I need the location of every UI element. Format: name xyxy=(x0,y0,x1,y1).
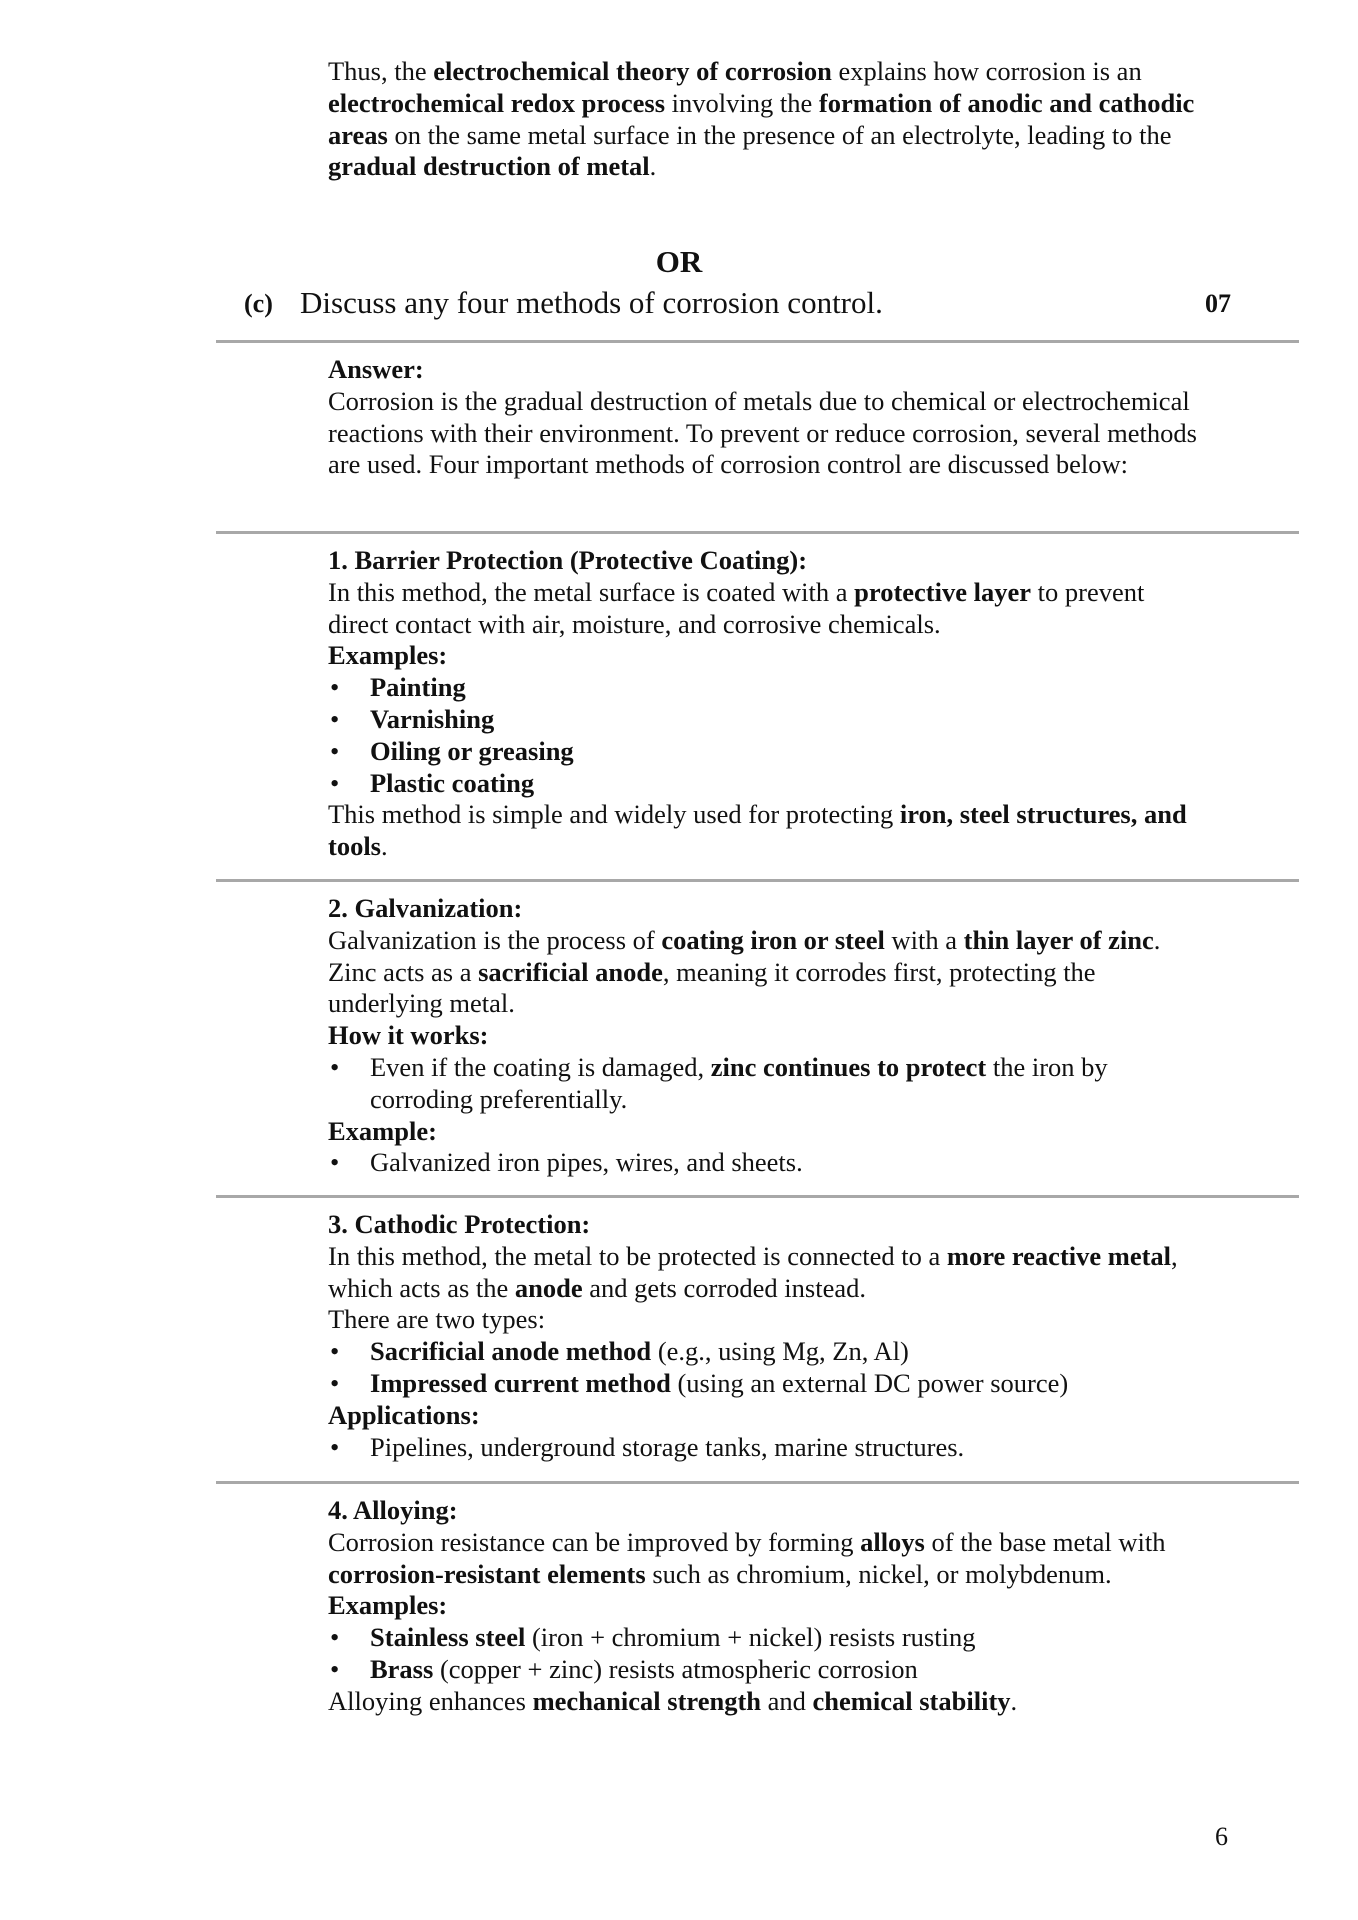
section-paragraph xyxy=(328,1304,1208,1336)
bullet-list xyxy=(328,1052,1208,1116)
bullet-list xyxy=(328,672,1208,799)
list-item xyxy=(328,1336,1208,1368)
bold-text: mechanical strength xyxy=(532,1685,762,1716)
subheading: Applications: xyxy=(328,1399,480,1430)
list-item xyxy=(328,672,1208,704)
text-run: such as chromium, nickel, or molybdenum. xyxy=(645,1558,1112,1589)
text-run: Galvanization is the process of xyxy=(328,924,662,955)
text-run: , meaning it corrodes first, protecting the underlying metal. xyxy=(328,956,1096,1019)
section-cathodic-protection xyxy=(328,1209,1208,1463)
text-run: and xyxy=(761,1685,813,1716)
text-run: (iron + chromium + nickel) resists rusting xyxy=(525,1622,976,1653)
divider xyxy=(216,879,1299,882)
subheading: Examples: xyxy=(328,640,448,671)
text-run: In this method, the metal surface is coated with a xyxy=(328,576,855,607)
list-item xyxy=(328,768,1208,800)
text-run: to prevent direct contact with air, moisture, and corrosive chemicals. xyxy=(328,576,1145,639)
subheading: How it works: xyxy=(328,1020,489,1051)
question-label: (c) xyxy=(244,289,273,318)
bullet-list xyxy=(328,1147,1208,1179)
section-title: 2. Galvanization: xyxy=(328,893,523,923)
bold-text: alloys xyxy=(860,1526,925,1557)
list-item xyxy=(328,1052,1208,1116)
bold-text: Sacrificial anode method xyxy=(370,1336,652,1367)
answer-block xyxy=(328,354,1208,481)
bold-text: formation of anodic and cathodic areas xyxy=(328,87,1195,150)
section-paragraph xyxy=(328,1527,1208,1591)
bold-text: electrochemical theory of corrosion xyxy=(433,56,832,86)
text-run: This method is simple and widely used for protecting xyxy=(328,799,900,830)
page-number: 6 xyxy=(1215,1822,1228,1851)
intro-paragraph xyxy=(328,56,1208,183)
text-run: involving the xyxy=(665,87,819,118)
text-run: on the same metal surface in the presence of an electrolyte, leading to the xyxy=(387,119,1172,150)
list-item xyxy=(328,736,1208,768)
section-paragraph xyxy=(328,1241,1208,1305)
text-run: Corrosion resistance can be improved by forming xyxy=(328,1526,861,1557)
bullet-list xyxy=(328,1336,1208,1400)
section-paragraph xyxy=(328,925,1208,1020)
divider xyxy=(216,1481,1299,1484)
text-run: . xyxy=(381,831,388,862)
section-barrier-protection xyxy=(328,545,1208,863)
divider xyxy=(216,531,1299,534)
bold-text: zinc continues to protect xyxy=(710,1051,987,1082)
text-run: (copper + zinc) resists atmospheric corrosion xyxy=(433,1653,918,1684)
text-run: explains how corrosion is an xyxy=(831,56,1142,86)
text-run: . xyxy=(1010,1685,1018,1716)
question-text: Discuss any four methods of corrosion control. xyxy=(300,285,883,320)
bold-text: Impressed current method xyxy=(370,1367,671,1398)
bold-text: protective layer xyxy=(854,576,1032,607)
text-run: (using an external DC power source) xyxy=(670,1367,1069,1398)
list-item xyxy=(328,1432,1208,1464)
bullet-list xyxy=(328,1432,1208,1464)
text-run: the iron by corroding preferentially. xyxy=(370,1051,1108,1114)
subheading: Examples: xyxy=(328,1590,448,1621)
section-title: 3. Cathodic Protection: xyxy=(328,1209,591,1239)
text-run: In this method, the metal to be protected is connected to a xyxy=(328,1240,947,1271)
subheading: Example: xyxy=(328,1115,437,1146)
text-run: , which acts as the xyxy=(328,1240,1178,1303)
question-marks: 07 xyxy=(1205,289,1231,318)
answer-text: Corrosion is the gradual destruction of metals due to chemical or electrochemical reactions with their environment. To prevent or reduce corrosion, several methods are used. Four important methods of corrosion control are discussed below: xyxy=(328,385,1197,480)
text-run: Thus, the xyxy=(328,56,434,86)
text-run: (e.g., using Mg, Zn, Al) xyxy=(651,1336,909,1367)
text-run: with a xyxy=(884,924,964,955)
text-run: and gets corroded instead. xyxy=(582,1272,866,1303)
section-title: 4. Alloying: xyxy=(328,1495,458,1525)
section-paragraph xyxy=(328,1686,1208,1718)
bold-text: gradual destruction of metal xyxy=(328,151,650,182)
bold-text: coating iron or steel xyxy=(661,924,885,955)
text-run: Alloying enhances xyxy=(328,1685,533,1716)
or-separator: OR xyxy=(655,244,703,279)
section-title: 1. Barrier Protection (Protective Coating): xyxy=(328,545,808,575)
bold-text: Plastic coating xyxy=(370,767,535,798)
text-run: Galvanized iron pipes, wires, and sheets. xyxy=(370,1147,803,1178)
bold-text: Painting xyxy=(370,672,466,703)
bold-text: anode xyxy=(514,1272,583,1303)
bold-text: Stainless steel xyxy=(370,1622,526,1653)
bold-text: chemical stability xyxy=(812,1685,1011,1716)
text-run: . Zinc acts as a xyxy=(328,924,1161,987)
bold-text: corrosion-resistant elements xyxy=(328,1558,646,1589)
section-alloying xyxy=(328,1495,1208,1718)
section-galvanization xyxy=(328,893,1208,1179)
list-item xyxy=(328,1368,1208,1400)
bold-text: Brass xyxy=(370,1653,434,1684)
list-item xyxy=(328,704,1208,736)
bold-text: iron, steel structures, and tools xyxy=(328,799,1187,862)
bold-text: Oiling or greasing xyxy=(370,735,574,766)
divider xyxy=(216,340,1299,343)
text-run: There are two types: xyxy=(328,1304,546,1335)
bold-text: electrochemical redox process xyxy=(328,87,666,118)
text-run: of the base metal with xyxy=(924,1526,1166,1557)
answer-heading: Answer: xyxy=(328,354,424,384)
bold-text: more reactive metal xyxy=(946,1240,1172,1271)
divider xyxy=(216,1195,1299,1198)
list-item xyxy=(328,1654,1208,1686)
list-item xyxy=(328,1622,1208,1654)
bullet-list xyxy=(328,1622,1208,1686)
text-run: Pipelines, underground storage tanks, marine structures. xyxy=(370,1431,965,1462)
bold-text: Varnishing xyxy=(370,703,495,734)
intro-text xyxy=(328,56,1208,183)
text-run: . xyxy=(649,151,657,182)
bold-text: thin layer of zinc xyxy=(963,924,1154,955)
section-paragraph xyxy=(328,577,1208,641)
list-item xyxy=(328,1147,1208,1179)
text-run: Even if the coating is damaged, xyxy=(370,1051,711,1082)
section-paragraph xyxy=(328,799,1208,863)
bold-text: sacrificial anode xyxy=(478,956,663,987)
